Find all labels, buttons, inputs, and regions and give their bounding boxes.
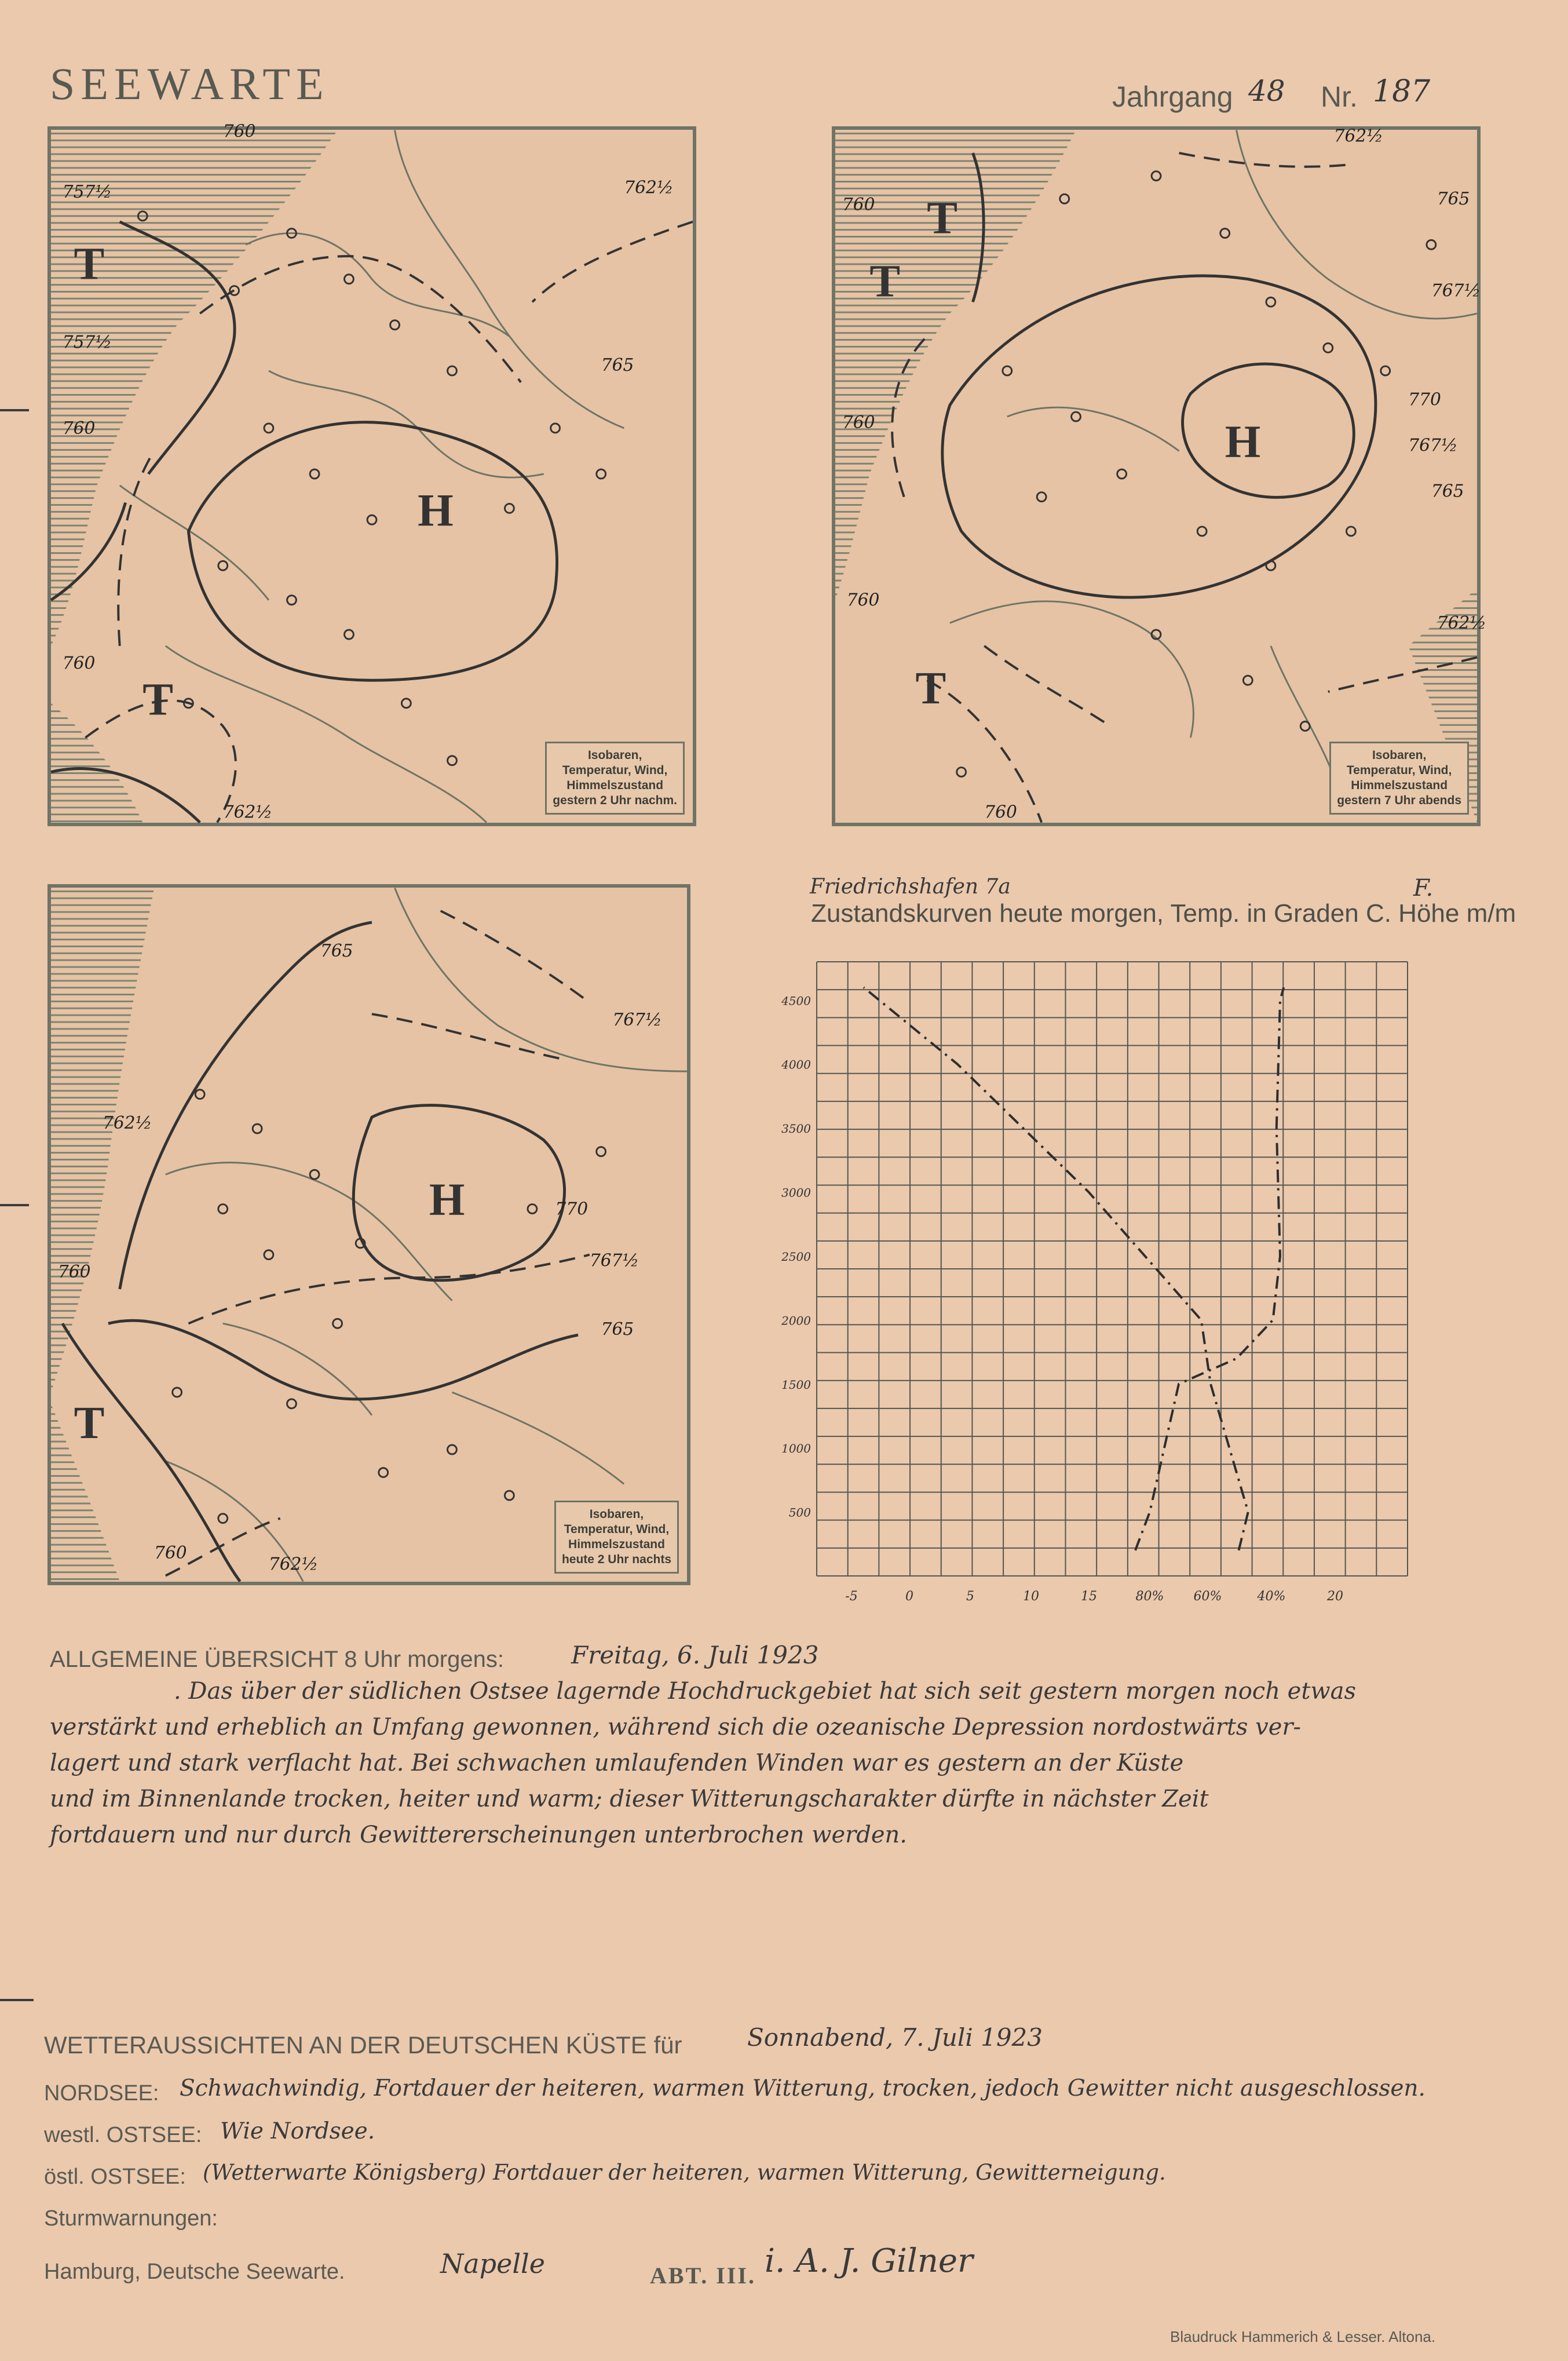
map-3-legend: Isobaren, Temperatur, Wind, Himmelszustand heute 2 Uhr nachts: [554, 1501, 679, 1574]
ost-ostsee-text: (Wetterwarte Königsberg) Fortdauer der heiteren, warmen Witterung, Gewitterneigung.: [203, 2160, 1166, 2185]
aussichten-date: Sonnabend, 7. Juli 1923: [747, 2023, 1043, 2052]
svg-text:765: 765: [320, 940, 353, 961]
uebersicht-line-4: und im Binnenlande trocken, heiter und warm; dieser Witterungscharakter dürfte in nächster Zeit: [50, 1786, 1209, 1812]
uebersicht-line-2: verstärkt und erheblich an Umfang gewonnen, während sich die ozeanische Depression nordostwärts ver-: [50, 1714, 1302, 1740]
svg-text:T: T: [927, 192, 958, 244]
svg-text:762½: 762½: [103, 1112, 152, 1133]
uebersicht-line-1: . Das über der südlichen Ostsee lagernde Hochdruckgebiet hat sich seit gestern morgen noch etwas: [174, 1678, 1357, 1705]
page-title: SEEWARTE: [50, 59, 330, 109]
ost-ostsee-label: östl. OSTSEE:: [44, 2165, 186, 2189]
svg-text:T: T: [74, 238, 105, 290]
svg-text:T: T: [142, 674, 174, 725]
curve-title: Zustandskurven heute morgen, Temp. in Graden C. Höhe m/m: [811, 899, 1516, 928]
svg-text:762½: 762½: [1437, 612, 1487, 633]
svg-text:767½: 767½: [1408, 435, 1458, 455]
x-tick-label: 5: [966, 1589, 974, 1604]
svg-text:770: 770: [1408, 389, 1441, 410]
margin-mark: [0, 1999, 34, 2001]
svg-text:760: 760: [984, 801, 1017, 822]
svg-text:765: 765: [601, 1319, 634, 1340]
aussichten-label: WETTERAUSSICHTEN AN DER DEUTSCHEN KÜSTE für: [44, 2031, 682, 2059]
y-tick-label: 3500: [781, 1122, 811, 1136]
svg-text:760: 760: [842, 194, 875, 214]
nordsee-text: Schwachwindig, Fortdauer der heiteren, warmen Witterung, trocken, jedoch Gewitter nicht ausgeschlossen.: [180, 2075, 1426, 2101]
west-ostsee-label: westl. OSTSEE:: [44, 2123, 202, 2147]
map-2-legend: Isobaren, Temperatur, Wind, Himmelszustand gestern 7 Uhr abends: [1329, 742, 1469, 815]
svg-text:760: 760: [62, 417, 96, 438]
margin-mark: [0, 409, 29, 411]
footer-abt: ABT. III.: [650, 2263, 756, 2289]
weather-map-2: [832, 125, 1487, 826]
svg-text:765: 765: [1437, 188, 1470, 209]
y-tick-label: 4500: [781, 994, 811, 1008]
svg-text:762½: 762½: [222, 801, 273, 822]
map-3-drawing: [51, 888, 687, 1582]
nr-label: Nr.: [1321, 81, 1358, 113]
uebersicht-line-5: fortdauern und nur durch Gewittererscheinungen unterbrochen werden.: [50, 1822, 908, 1848]
footer-signature-1: Napelle: [440, 2248, 545, 2279]
printer-imprint: Blaudruck Hammerich & Lesser. Altona.: [1170, 2328, 1436, 2345]
x-tick-label: 20: [1327, 1589, 1343, 1604]
y-tick-label: 1000: [781, 1442, 811, 1456]
svg-text:757½: 757½: [62, 181, 112, 202]
svg-text:765: 765: [601, 354, 634, 375]
svg-text:760: 760: [62, 652, 96, 673]
svg-text:760: 760: [842, 411, 875, 432]
svg-text:760: 760: [222, 121, 256, 141]
svg-text:T: T: [915, 662, 946, 714]
footer-signature-2: i. A. J. Gilner: [765, 2242, 973, 2280]
zustandskurven-chart: [765, 927, 1483, 1611]
svg-text:770: 770: [555, 1198, 589, 1219]
svg-text:H: H: [429, 1174, 465, 1225]
jahrgang-label: Jahrgang: [1112, 81, 1233, 113]
curve-station: Friedrichshafen 7a: [810, 875, 1011, 899]
svg-text:762½: 762½: [268, 1553, 319, 1574]
y-tick-label: 4000: [781, 1057, 811, 1072]
svg-text:H: H: [418, 485, 454, 537]
map-1-drawing: [51, 121, 693, 823]
x-tick-label: 60%: [1193, 1589, 1222, 1604]
svg-text:762½: 762½: [624, 177, 674, 198]
svg-text:760: 760: [57, 1261, 91, 1282]
y-tick-label: 1500: [781, 1377, 811, 1392]
svg-text:T: T: [869, 256, 901, 307]
nr-value: 187: [1373, 74, 1431, 109]
x-tick-label: 10: [1023, 1589, 1039, 1604]
svg-text:760: 760: [846, 589, 880, 610]
svg-text:757½: 757½: [62, 331, 112, 352]
svg-text:760: 760: [154, 1542, 187, 1563]
sturmwarnungen-label: Sturmwarnungen:: [44, 2206, 218, 2231]
svg-text:767½: 767½: [612, 1009, 662, 1030]
x-tick-label: -5: [845, 1589, 858, 1604]
y-tick-label: 3000: [781, 1185, 811, 1200]
uebersicht-date: Freitag, 6. Juli 1923: [571, 1641, 819, 1669]
x-tick-label: 40%: [1257, 1589, 1286, 1604]
west-ostsee-text: Wie Nordsee.: [220, 2118, 375, 2144]
svg-text:H: H: [1225, 416, 1261, 468]
y-tick-label: 500: [788, 1505, 811, 1520]
weather-map-1: [47, 121, 696, 826]
map-2-drawing: [835, 125, 1487, 823]
x-tick-label: 0: [905, 1589, 913, 1604]
x-tick-label: 80%: [1135, 1589, 1164, 1604]
margin-mark: [0, 1204, 29, 1206]
curve-f-marker: F.: [1413, 875, 1434, 902]
y-tick-label: 2000: [781, 1313, 811, 1328]
uebersicht-line-3: lagert und stark verflacht hat. Bei schwachen umlaufenden Winden war es gestern an der Küste: [50, 1750, 1184, 1776]
y-tick-label: 2500: [781, 1249, 811, 1264]
uebersicht-label: ALLGEMEINE ÜBERSICHT 8 Uhr morgens:: [50, 1647, 504, 1672]
svg-text:762½: 762½: [1333, 125, 1384, 146]
x-tick-label: 15: [1081, 1589, 1097, 1604]
svg-text:T: T: [74, 1397, 105, 1449]
nordsee-label: NORDSEE:: [44, 2081, 159, 2105]
svg-text:767½: 767½: [589, 1250, 639, 1271]
svg-text:767½: 767½: [1431, 280, 1481, 301]
jahrgang-value: 48: [1248, 74, 1285, 108]
map-1-legend: Isobaren, Temperatur, Wind, Himmelszustand gestern 2 Uhr nachm.: [545, 742, 685, 815]
weather-map-3: [47, 884, 690, 1585]
footer-place: Hamburg, Deutsche Seewarte.: [44, 2260, 345, 2284]
svg-text:765: 765: [1431, 480, 1464, 501]
